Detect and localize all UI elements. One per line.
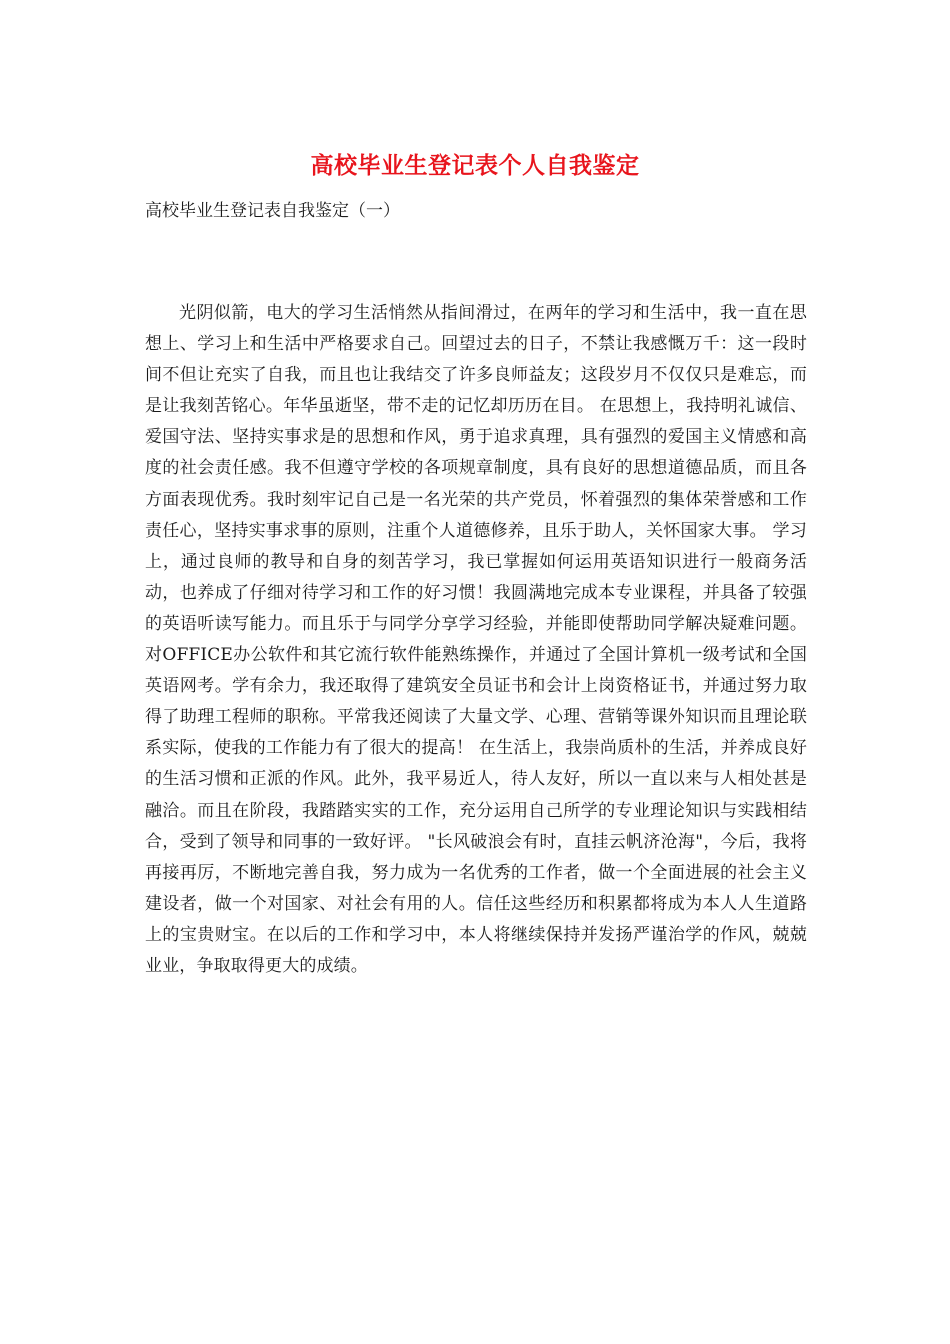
document-subtitle: 高校毕业生登记表自我鉴定（一）	[145, 201, 400, 221]
document-title: 高校毕业生登记表个人自我鉴定	[310, 152, 640, 179]
body-paragraph: 光阴似箭，电大的学习生活悄然从指间滑过，在两年的学习和生活中，我一直在思想上、学习上和生活中严格要求自己。回望过去的日子，不禁让我感慨万千：这一段时间不但让充实了自我，而且也让我结交了许多良师益友；这段岁月不仅仅只是难忘，而是让我刻苦铭心。年华虽逝坚，带不走的记忆却历历在目。 在思想上，我持明礼诚信、爱国守法、坚持实事求是的思想和作风，勇于追求真理，具有强烈的爱国主义情感和高度的社会责任感。我不但遵守学校的各项规章制度，具有良好的思想道德品质，而且各方面表现优秀。我时刻牢记自己是一名光荣的共产党员，怀着强烈的集体荣誉感和工作责任心，坚持实事求事的原则，注重个人道德修养，且乐于助人，关怀国家大事。 学习上，通过良师的教导和自身的刻苦学习，我已掌握如何运用英语知识进行一般商务活动，也养成了仔细对待学习和工作的好习惯！我圆满地完成本专业课程，并具备了较强的英语听读写能力。而且乐于与同学分享学习经验，并能即使帮助同学解决疑难问题。 对OFFICE办公软件和其它流行软件能熟练操作，并通过了全国计算机一级考试和全国英语网考。学有余力，我还取得了建筑安全员证书和会计上岗资格证书，并通过努力取得了助理工程师的职称。平常我还阅读了大量文学、心理、营销等课外知识而且理论联系实际，使我的工作能力有了很大的提高！ 在生活上，我崇尚质朴的生活，并养成良好的生活习惯和正派的作风。此外，我平易近人，待人友好，所以一直以来与人相处甚是融洽。而且在阶段，我踏踏实实的工作，充分运用自己所学的专业理论知识与实践相结合，受到了领导和同事的一致好评。 "长风破浪会有时，直挂云帆济沧海"，今后，我将再接再厉，不断地完善自我，努力成为一名优秀的工作者，做一个全面进展的社会主义建设者，做一个对国家、对社会有用的人。信任这些经历和积累都将成为本人人生道路上的宝贵财宝。在以后的工作和学习中，本人将继续保持并发扬严谨治学的作风，兢兢业业，争取取得更大的成绩。	[145, 303, 807, 976]
